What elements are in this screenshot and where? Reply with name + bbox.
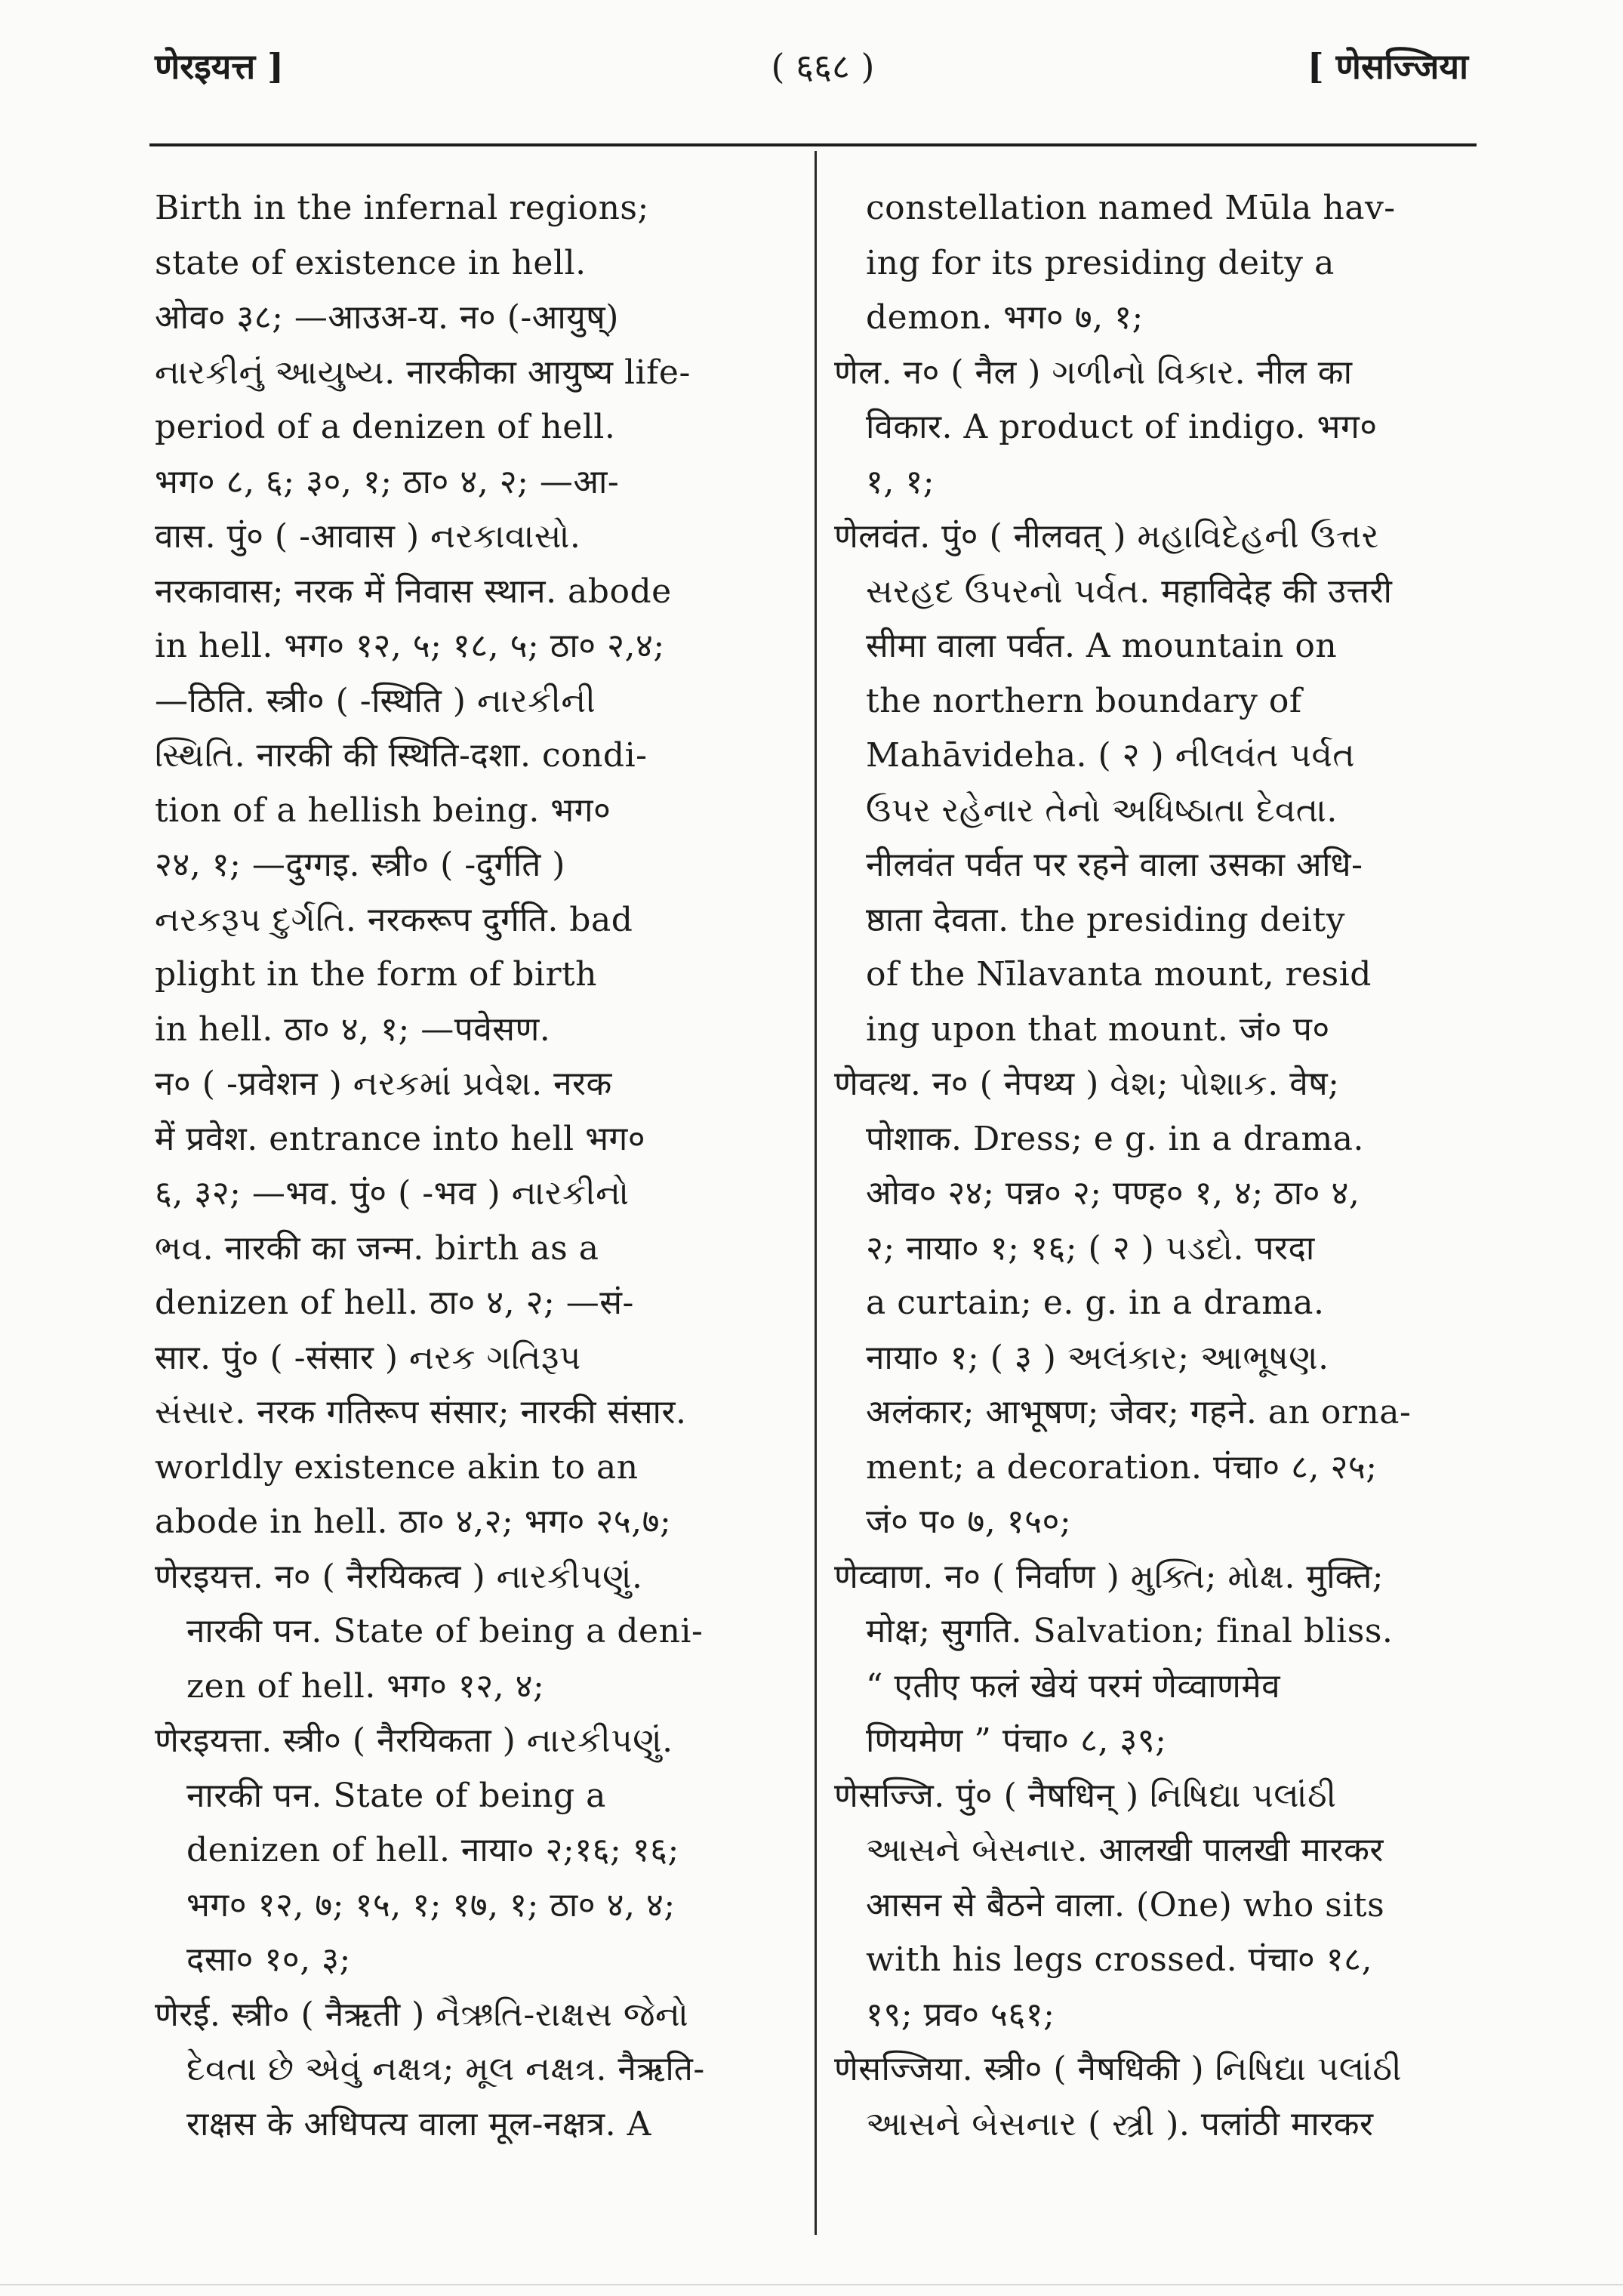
right-column-line: १, १; <box>866 462 935 501</box>
right-column-line: णेलवंत. पुं० ( नीलवत् ) મહાવિદેહની ઉત્તર <box>834 517 1379 556</box>
left-column-line: ओव० ३८; —आउअ-य. न० (-आयुष्) <box>155 298 619 337</box>
right-column-line: नीलवंत पर्वत पर रहने वाला उसका अधि- <box>866 846 1363 884</box>
right-column-line: ing for its presiding deity a <box>866 243 1335 282</box>
column-divider <box>815 151 817 2235</box>
left-column-line: —ठिति. स्त्री० ( -स्थिति ) નારકીની <box>155 681 596 720</box>
left-column-line: zen of hell. भग० १२, ४; <box>186 1666 545 1706</box>
left-column-line: नारकी पन. State of being a deni- <box>186 1612 704 1650</box>
left-column-line: worldly existence akin to an <box>155 1447 639 1487</box>
right-column-line: ઉપર રહેનાર તેનો અધિષ્ઠાતા દેવતા. <box>866 791 1338 830</box>
left-column-line: in hell. ठा० ४, १; —पवेसण. <box>155 1009 551 1049</box>
right-column-line: विकार. A product of indigo. भग० <box>866 408 1378 446</box>
right-column-line: ओव० २४; पन्न० २; पण्ह० १, ४; ठा० ४, <box>866 1174 1360 1213</box>
left-column-line: state of existence in hell. <box>155 243 587 282</box>
left-column-line: નરકરૂપ દુર્ગતિ. नरकरूप दुर्गति. bad <box>155 900 633 939</box>
page-edge <box>0 2284 1623 2285</box>
right-column-line: आसन से बैठने वाला. (One) who sits <box>866 1885 1385 1925</box>
right-column-line: जं० प० ७, १५०; <box>866 1502 1072 1541</box>
right-column-line: णेवत्थ. न० ( नेपथ्य ) વેશ; પોશાક. वेष; <box>834 1065 1340 1103</box>
left-column-line: भग० ८, ६; ३०, १; ठा० ४, २; —आ- <box>155 462 620 501</box>
left-column-line: वास. पुं० ( -आवास ) નરકાવાસો. <box>155 517 581 556</box>
left-column-line: न० ( -प्रवेशन ) નરકમાં પ્રવેશ. नरक <box>155 1065 612 1103</box>
left-column-line: सार. पुं० ( -संसार ) નરક ગતિરૂપ <box>155 1338 581 1377</box>
right-column-line: २; नाया० १; १६; ( २ ) પડદો. परदा <box>866 1228 1315 1268</box>
right-column-line: ment; a decoration. पंचा० ८, २५; <box>866 1447 1378 1487</box>
left-column-line: period of a denizen of hell. <box>155 408 616 446</box>
left-column-line: abode in hell. ठा० ४,२; भग० २५,७; <box>155 1502 672 1541</box>
left-column-line: णेरइयत्ता. स्त्री० ( नैरयिकता ) નારકીપણું. <box>155 1721 673 1760</box>
right-column-line: a curtain; e. g. in a drama. <box>866 1284 1325 1322</box>
right-column-line: with his legs crossed. पंचा० १८, <box>866 1940 1373 1979</box>
left-column-line: नरकावास; नरक में निवास स्थान. abode <box>155 572 672 611</box>
right-column-line: “ एतीए फलं खेयं परमं णेव्वाणमेव <box>866 1666 1281 1706</box>
left-column-line: in hell. भग० १२, ५; १८, ५; ठा० २,४; <box>155 627 665 665</box>
header-left-guideword: णेरइयत्त ] <box>155 46 284 87</box>
left-column-line: नारकी पन. State of being a <box>186 1776 606 1815</box>
left-column-line: plight in the form of birth <box>155 955 597 994</box>
left-column-line: दसा० १०, ३; <box>186 1940 351 1979</box>
right-column-line: Mahāvideha. ( २ ) નીલવંત પર્વત <box>866 736 1356 775</box>
header-right-guideword: [ णेसज्जिया <box>1307 46 1468 87</box>
left-column-line: denizen of hell. नाया० २;१६; १६; <box>186 1831 679 1869</box>
left-column-line: દેવતા છે એવું નક્ષત્ર; મૂલ નક્ષત્ર. नैऋति- <box>186 2050 705 2088</box>
right-column-line: पोशाक. Dress; e g. in a drama. <box>866 1119 1364 1158</box>
right-column-line: સરહદ ઉપરનો પર્વત. महाविदेह की उत्तरी <box>866 572 1393 611</box>
left-column-line: में प्रवेश. entrance into hell भग० <box>155 1119 646 1158</box>
right-column-line: सीमा वाला पर्वत. A mountain on <box>866 627 1338 665</box>
left-column-line: denizen of hell. ठा० ४, २; —सं- <box>155 1284 634 1322</box>
right-column-line: मोक्ष; सुगति. Salvation; final bliss. <box>866 1612 1394 1650</box>
right-column-line: णेल. न० ( नैल ) ગળીનો વિકાર. नील का <box>834 353 1353 392</box>
right-column-line: णेसज्जिया. स्त्री० ( नैषधिकी ) નિષિદ્યા પલાંઠી <box>834 2050 1403 2088</box>
right-column-line: of the Nīlavanta mount, resid <box>866 955 1372 994</box>
right-column-line: demon. भग० ७, १; <box>866 298 1144 337</box>
right-column-line: constellation named Mūla hav- <box>866 189 1396 227</box>
right-column-line: the northern boundary of <box>866 681 1302 720</box>
right-column-line: આસને બેસનાર ( સ્ત્રી ). पलांठी मारकर <box>866 2104 1374 2143</box>
right-column-line: अलंकार; आभूषण; जेवर; गहने. an orna- <box>866 1393 1412 1432</box>
left-column-line: भग० १२, ७; १५, १; १७, १; ठा० ४, ४; <box>186 1885 676 1925</box>
right-column-line: नाया० १; ( ३ ) અલંકાર; આભૂષણ. <box>866 1338 1329 1377</box>
right-column-line: ष्ठाता देवता. the presiding deity <box>866 900 1346 939</box>
right-column-line: णियमेण ” पंचा० ८, ३९; <box>866 1721 1167 1760</box>
left-column-line: ભવ. नारकी का जन्म. birth as a <box>155 1228 599 1268</box>
left-column-line: २४, १; —दुग्गइ. स्त्री० ( -दुर्गति ) <box>155 846 565 884</box>
left-column-line: णेरइयत्त. न० ( नैरयिकत्व ) નારકીપણું. <box>155 1557 643 1596</box>
left-column-line: ६, ३२; —भव. पुं० ( -भव ) નારકીનો <box>155 1174 630 1213</box>
left-column-line: tion of a hellish being. भग० <box>155 791 611 830</box>
left-column-line: નારકીનું આયુષ્ય. नारकीका आयुष्य life- <box>155 353 691 392</box>
right-column <box>834 181 1472 2152</box>
left-column-line: राक्षस के अधिपत्य वाला मूल-नक्षत्र. A <box>186 2104 651 2143</box>
right-column-line: ing upon that mount. जं० प० <box>866 1009 1330 1049</box>
right-column-line: णेसज्जि. पुं० ( नैषधिन् ) નિષિદ્યા પલાંઠી <box>834 1776 1337 1815</box>
left-column-line: णेरई. स्त्री० ( नैऋती ) નૈઋતિ-રાક્ષસ જેનો <box>155 1995 689 2034</box>
page-number: ( ६६८ ) <box>771 46 875 87</box>
right-column-line: આસને બેસનાર. आलखी पालखी मारकर <box>866 1831 1384 1869</box>
left-column-line: સ્થિતિ. नारकी की स्थिति-दशा. condi- <box>155 736 648 775</box>
left-column-line: સંસાર. नरक गतिरूप संसार; नारकी संसार. <box>155 1393 687 1432</box>
right-column-line: १९; प्रव० ५६१; <box>866 1995 1055 2034</box>
left-column-line: Birth in the infernal regions; <box>155 189 649 227</box>
left-column <box>155 181 793 2152</box>
header-rule <box>149 143 1477 146</box>
right-column-line: णेव्वाण. न० ( निर्वाण ) મુક્તિ; મોક્ષ. मुक्ति; <box>834 1557 1384 1596</box>
